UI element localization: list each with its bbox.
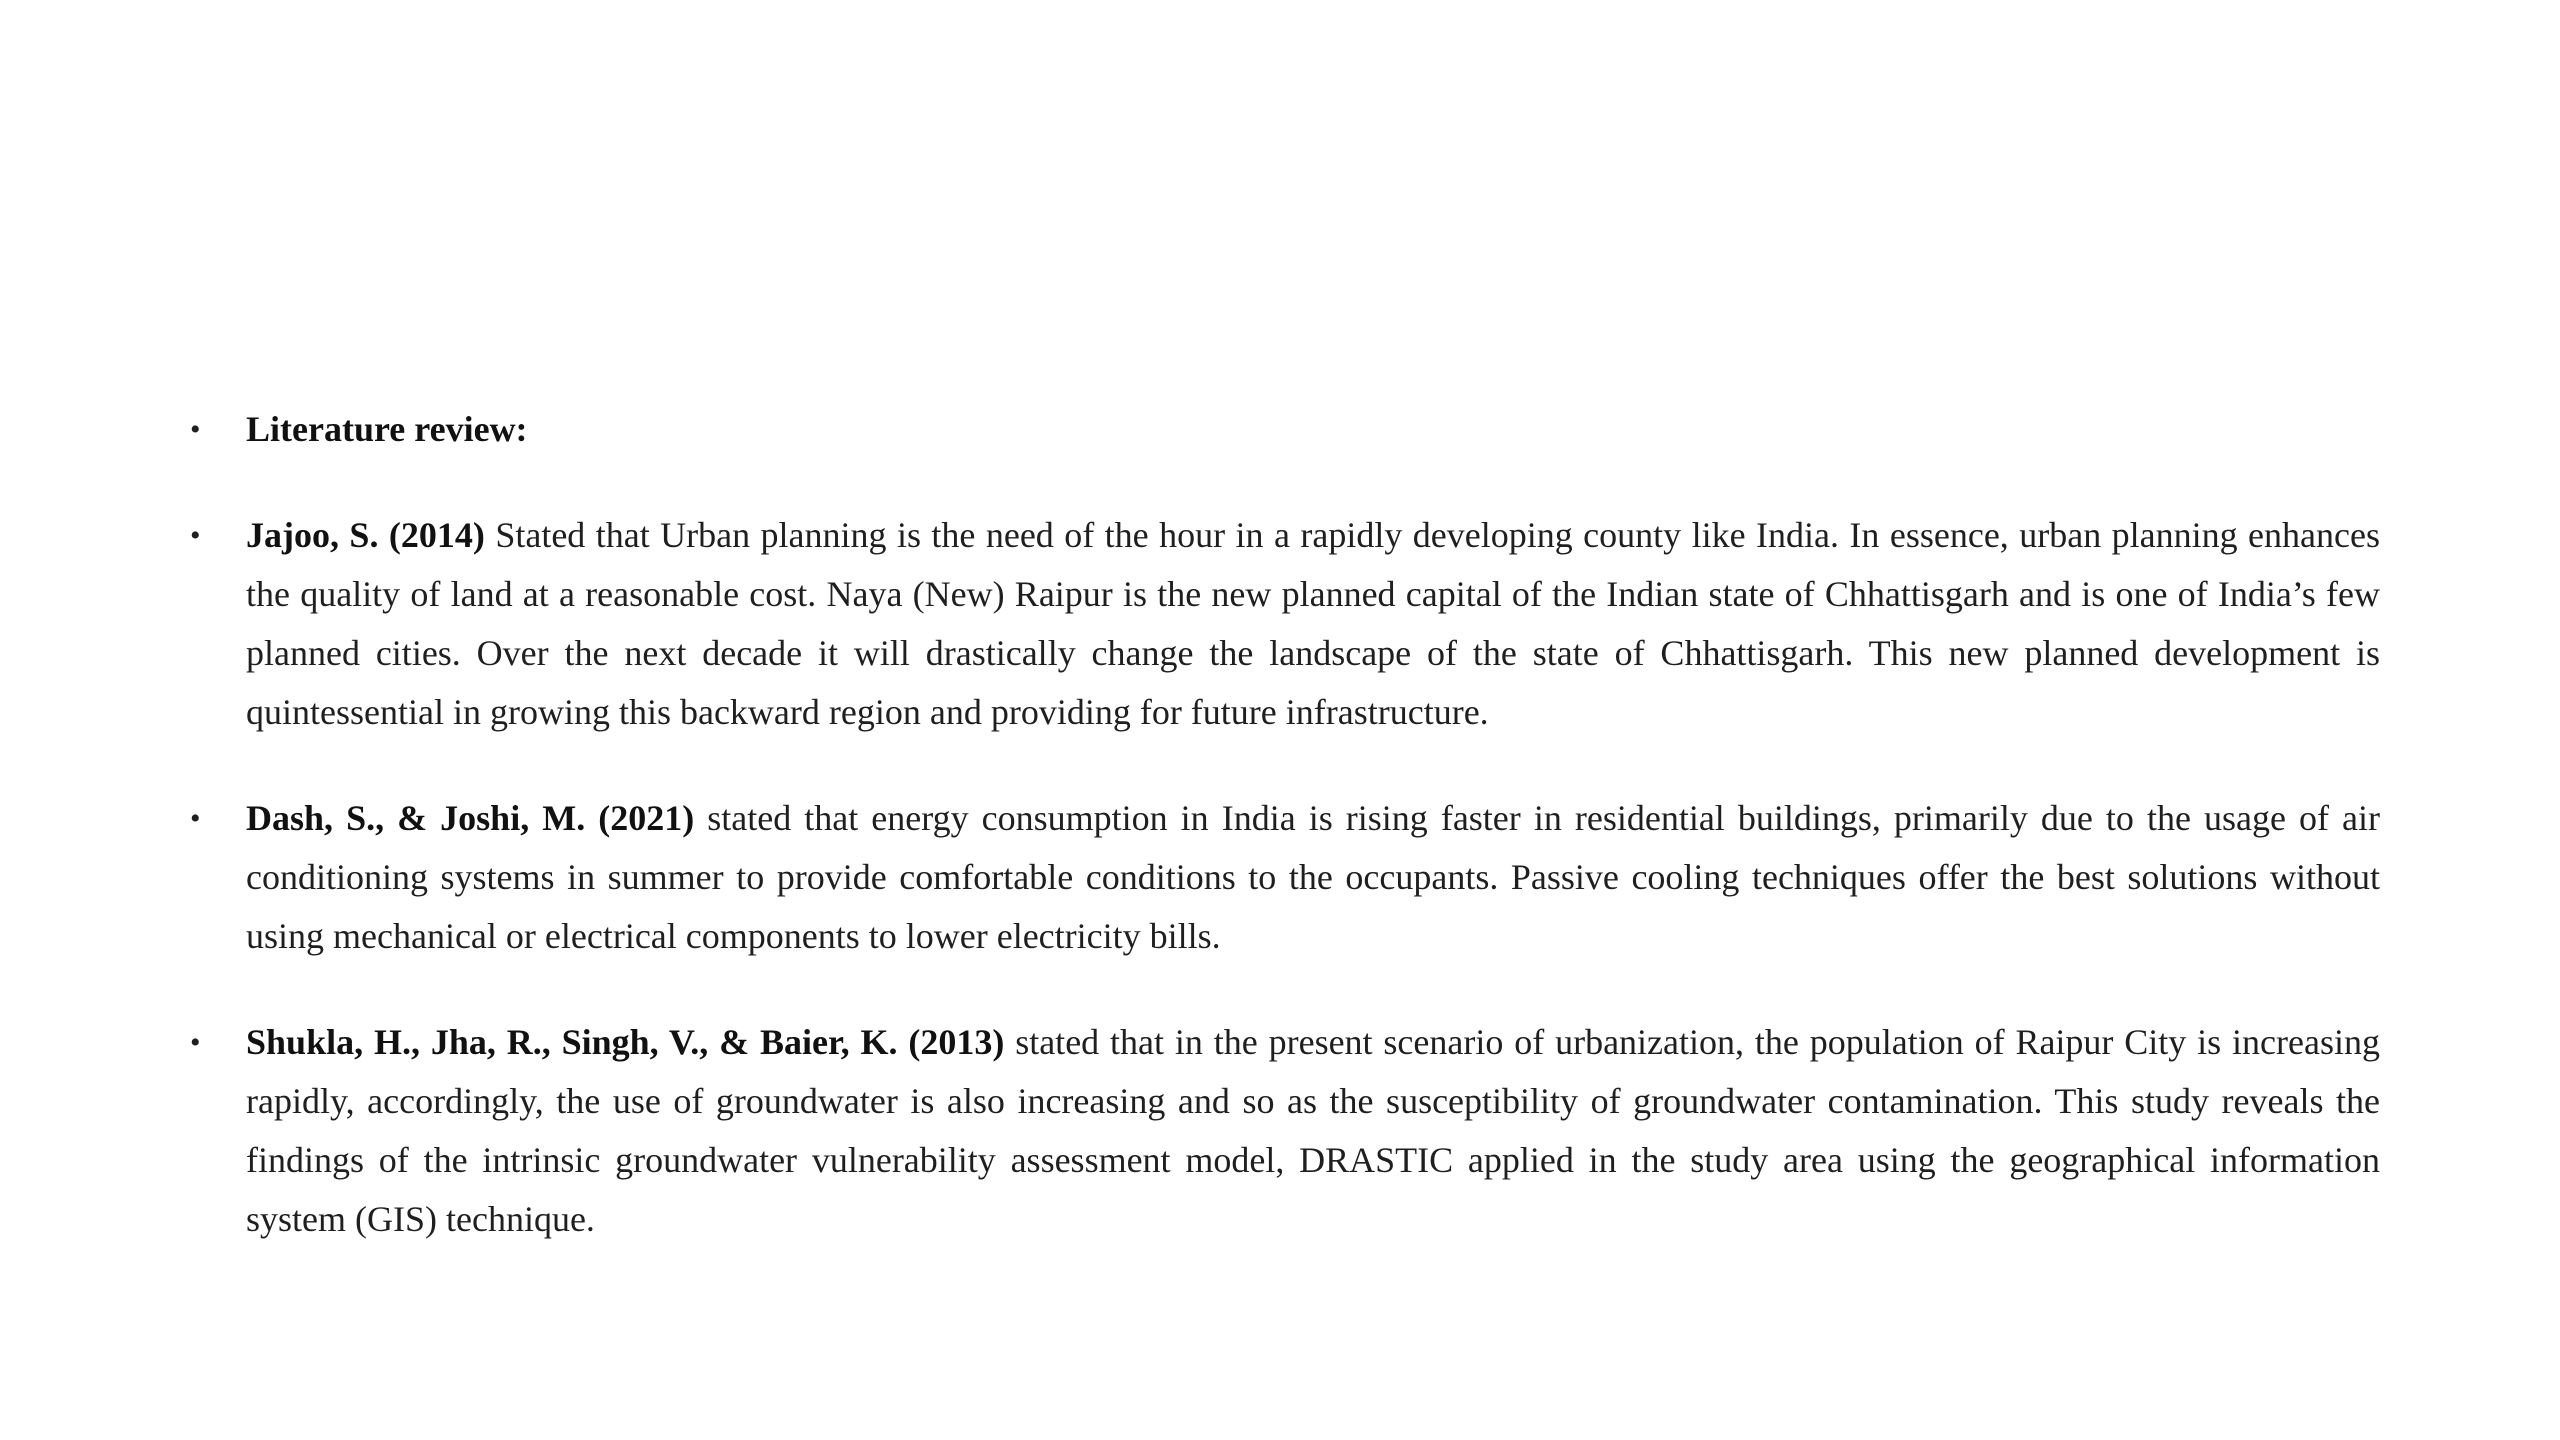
bullet-icon: • [190, 1026, 201, 1059]
list-item-heading [190, 400, 2380, 459]
bullet-icon: • [190, 519, 201, 552]
citation-text: Stated that Urban planning is the need of the hour in a rapidly developing county like India. In essence, urban planning enhances the quality of land at a reasonable cost. Naya (New) Raipur is the new planned capital of the Indian state of Chhattisgarh and is one of India’s few planned cities. Over the next decade it will drastically change the landscape of the state of Chhattisgarh. This new planned development is quintessential in growing this backward region and providing for future infrastructure. [246, 515, 2380, 732]
citation-text: stated that energy consumption in India is rising faster in residential buildings, primarily due to the usage of air conditioning systems in summer to provide comfortable conditions to the occupants. Passive cooling techniques offer the best solutions without using mechanical or electrical components to lower electricity bills. [246, 798, 2380, 956]
bullet-icon: • [190, 802, 201, 835]
section-heading: Literature review: [246, 409, 528, 449]
citation-text: stated that in the present scenario of urbanization, the population of Raipur City is increasing rapidly, accordingly, the use of groundwater is also increasing and so as the susceptibility of groundwater contamination. This study reveals the findings of the intrinsic groundwater vulnerability assessment model, DRASTIC applied in the study area using the geographical information system (GIS) technique. [246, 1022, 2380, 1239]
citation-author: Dash, S., & Joshi, M. (2021) [246, 798, 695, 838]
citation-author: Jajoo, S. (2014) [246, 515, 485, 555]
list-item [190, 789, 2380, 966]
list-item [190, 506, 2380, 742]
literature-review-list [190, 400, 2380, 1296]
citation-author: Shukla, H., Jha, R., Singh, V., & Baier, K. (2013) [246, 1022, 1005, 1062]
bullet-icon: • [190, 413, 201, 446]
list-item [190, 1013, 2380, 1249]
